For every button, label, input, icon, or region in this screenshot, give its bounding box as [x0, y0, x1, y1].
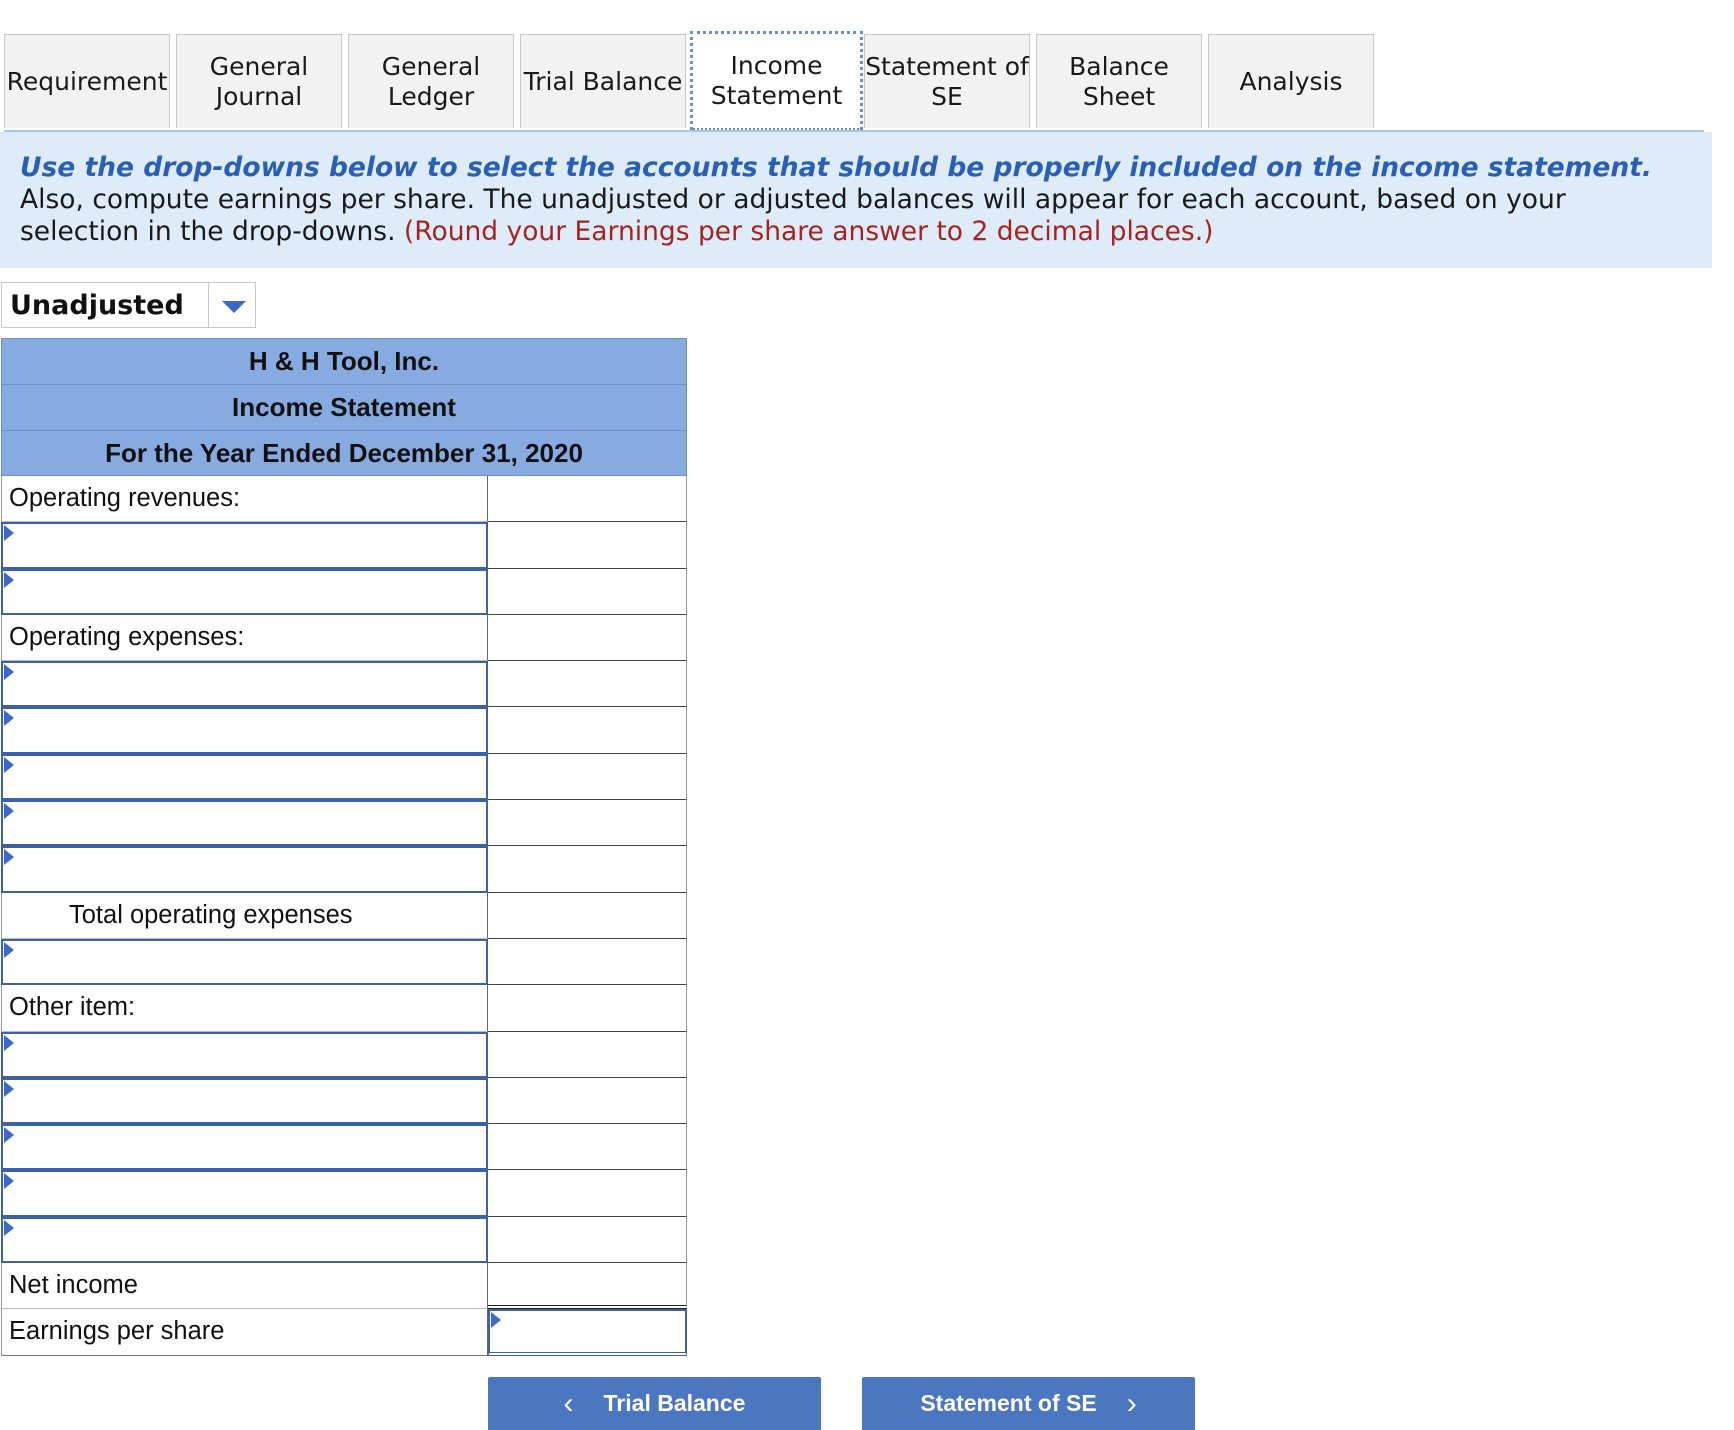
- net-income-cell: [488, 1263, 687, 1309]
- table-row: [1, 1078, 687, 1124]
- amount-cell: [488, 1032, 687, 1078]
- tab-requirement[interactable]: Requirement: [4, 34, 170, 128]
- table-row: [1, 1217, 687, 1263]
- dropdown-indicator-icon: [4, 942, 14, 958]
- table-row: [1, 893, 687, 939]
- operating-expenses-label: Operating expenses:: [1, 615, 488, 661]
- revenue-account-select[interactable]: [1, 569, 488, 615]
- table-row: [1, 1263, 687, 1309]
- table-row: [1, 800, 687, 846]
- tab-trial-balance[interactable]: Trial Balance: [520, 34, 686, 128]
- operating-revenues-label: Operating revenues:: [1, 476, 488, 522]
- instruction-bold: Use the drop-downs below to select the accounts that should be properly included on the income statement.: [20, 152, 1652, 183]
- dropdown-indicator-icon: [4, 757, 14, 773]
- expense-account-select[interactable]: [1, 707, 488, 753]
- other-account-select[interactable]: [1, 1124, 488, 1170]
- table-row: [1, 939, 687, 985]
- expense-account-select[interactable]: [1, 754, 488, 800]
- dropdown-indicator-icon: [4, 710, 14, 726]
- table-row: [1, 707, 687, 753]
- dropdown-indicator-icon: [4, 664, 14, 680]
- amount-cell: [488, 707, 687, 753]
- total-operating-expenses-label: Total operating expenses: [1, 893, 488, 939]
- dropdown-indicator-icon: [4, 1173, 14, 1189]
- net-income-label: Net income: [1, 1263, 488, 1309]
- dropdown-indicator-icon: [4, 803, 14, 819]
- other-account-select[interactable]: [1, 1032, 488, 1078]
- amount-cell: [488, 569, 687, 615]
- table-row: [1, 754, 687, 800]
- dropdown-indicator-icon: [4, 525, 14, 541]
- table-row: [1, 846, 687, 892]
- amount-cell: [488, 846, 687, 892]
- amount-cell: [488, 1217, 687, 1263]
- expense-account-select[interactable]: [1, 800, 488, 846]
- chevron-right-icon: ›: [1126, 1386, 1137, 1420]
- table-row: [1, 1170, 687, 1216]
- amount-cell: [488, 476, 687, 522]
- tab-general-journal[interactable]: General Journal: [176, 34, 342, 128]
- statement-company: H & H Tool, Inc.: [1, 338, 687, 384]
- dropdown-separator: [208, 283, 209, 327]
- other-account-select[interactable]: [1, 1170, 488, 1216]
- tab-balance-sheet[interactable]: Balance Sheet: [1036, 34, 1202, 128]
- chevron-down-icon[interactable]: [222, 301, 246, 313]
- next-statement-of-se-button[interactable]: [862, 1377, 1195, 1430]
- instruction-text: Also, compute earnings per share. The unadjusted or adjusted balances will appear for each account, based on your selection in the drop-downs.: [20, 184, 1566, 247]
- table-row: [1, 661, 687, 707]
- amount-cell: [488, 939, 687, 985]
- expense-account-select[interactable]: [1, 661, 488, 707]
- revenue-account-select[interactable]: [1, 522, 488, 568]
- table-row: [1, 985, 687, 1031]
- earnings-per-share-input[interactable]: [488, 1309, 687, 1355]
- table-row: [1, 1124, 687, 1170]
- table-row: [1, 522, 687, 568]
- dropdown-indicator-icon: [4, 1127, 14, 1143]
- dropdown-indicator-icon: [4, 1081, 14, 1097]
- other-account-select[interactable]: [1, 1078, 488, 1124]
- amount-cell: [488, 1124, 687, 1170]
- amount-cell: [488, 1170, 687, 1216]
- amount-cell: [488, 985, 687, 1031]
- amount-cell: [488, 661, 687, 707]
- amount-cell: [488, 1078, 687, 1124]
- dropdown-indicator-icon: [491, 1312, 501, 1328]
- statement-period: For the Year Ended December 31, 2020: [1, 430, 687, 476]
- statement-title: Income Statement: [1, 384, 687, 430]
- prev-trial-balance-button[interactable]: [488, 1377, 821, 1430]
- account-select[interactable]: [1, 939, 488, 985]
- tab-general-ledger[interactable]: General Ledger: [348, 34, 514, 128]
- instruction-box: [0, 132, 1712, 268]
- chevron-left-icon: ‹: [563, 1386, 574, 1420]
- expense-account-select[interactable]: [1, 846, 488, 892]
- other-account-select[interactable]: [1, 1217, 488, 1263]
- table-row: [1, 569, 687, 615]
- earnings-per-share-label: Earnings per share: [1, 1309, 488, 1355]
- amount-cell: [488, 615, 687, 661]
- other-item-label: Other item:: [1, 985, 488, 1031]
- table-row: [1, 615, 687, 661]
- tab-income-statement[interactable]: Income Statement: [690, 31, 863, 130]
- balance-type-value: Unadjusted: [10, 290, 184, 321]
- instruction-rounding-note: (Round your Earnings per share answer to 2 decimal places.): [403, 216, 1214, 247]
- table-row: [1, 1309, 687, 1355]
- next-button-label: Statement of SE: [920, 1390, 1097, 1416]
- tab-bar: [4, 34, 1704, 130]
- dropdown-indicator-icon: [4, 1035, 14, 1051]
- balance-type-dropdown[interactable]: [1, 282, 256, 328]
- prev-button-label: Trial Balance: [603, 1390, 746, 1416]
- amount-cell: [488, 754, 687, 800]
- table-row: [1, 476, 687, 522]
- tab-analysis[interactable]: Analysis: [1208, 34, 1374, 128]
- table-row: [1, 1032, 687, 1078]
- dropdown-indicator-icon: [4, 572, 14, 588]
- dropdown-indicator-icon: [4, 1220, 14, 1236]
- dropdown-indicator-icon: [4, 849, 14, 865]
- amount-cell: [488, 893, 687, 939]
- income-statement-table: [1, 338, 687, 1356]
- amount-cell: [488, 522, 687, 568]
- amount-cell: [488, 800, 687, 846]
- tab-statement-of-se[interactable]: Statement of SE: [864, 34, 1030, 128]
